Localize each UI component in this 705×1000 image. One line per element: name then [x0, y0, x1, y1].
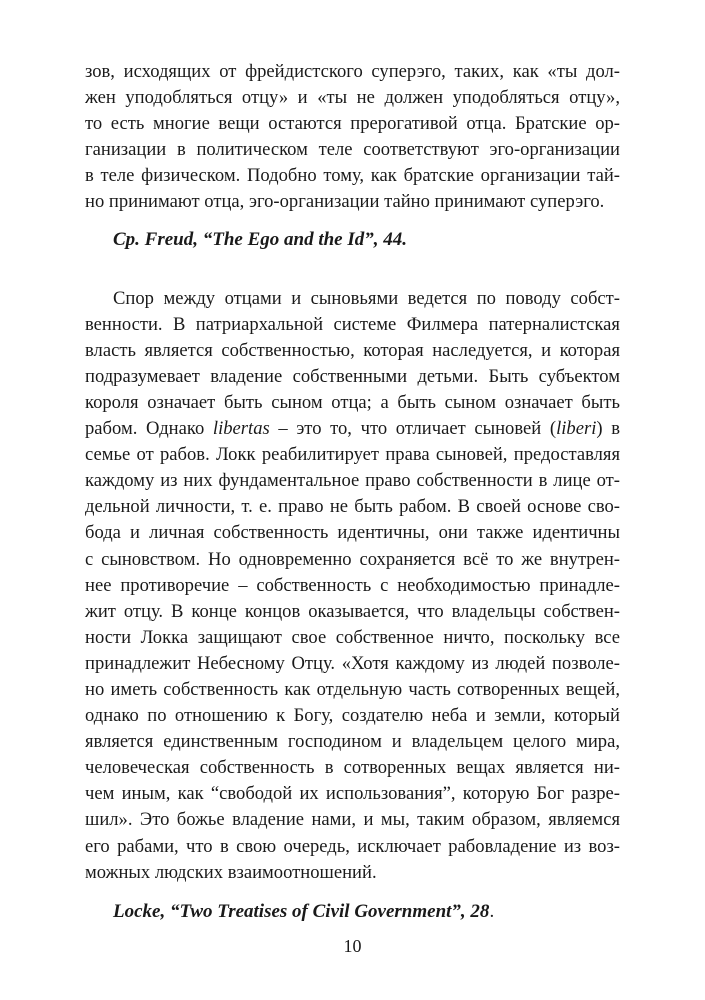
- text-line: принадлежит Небесному Отцу. «Хотя каждому из людей позволе-: [85, 652, 620, 674]
- text-line: семье от рабов. Локк реабилитирует права сыновей, предоставляя: [85, 444, 620, 466]
- text-line: человеческая собственность в сотворенных вещах является ни-: [85, 757, 620, 779]
- latin-term-libertas: libertas: [212, 418, 270, 440]
- paragraph-locke-property: [85, 286, 620, 886]
- text-line: короля означает быть сыном отца; а быть сыном означает быть: [85, 391, 620, 413]
- text-line: но иметь собственность как отдельную часть сотворенных вещей,: [85, 678, 620, 700]
- text-run: рабом. Однако: [85, 418, 213, 440]
- text-line: зов, исходящих от фрейдистского суперэго, таких, как «ты дол-: [85, 61, 620, 82]
- text-line: но принимают отца, эго-организации тайно принимают суперэго.: [85, 191, 605, 213]
- text-line: нее противоречие – собственность с необходимостью принадле-: [85, 574, 620, 596]
- citation-locke-period: .: [489, 900, 495, 922]
- text-line: чем иным, как “свободой их использования”, которую Бог разре-: [85, 783, 620, 805]
- text-run: – это то, что отличает сыновей (: [269, 418, 557, 440]
- text-line: каждому из них фундаментальное право собственности в лице от-: [85, 470, 620, 492]
- text-line: является единственным господином и владельцем целого мира,: [85, 731, 620, 753]
- citation-locke: [85, 899, 620, 925]
- text-line: [85, 416, 620, 442]
- text-line: дельной личности, т. е. право не быть рабом. В своей основе сво-: [85, 496, 620, 518]
- text-line: жен уподобляться отцу» и «ты не должен уподобляться отцу»,: [85, 87, 620, 109]
- page-number: 10: [343, 936, 362, 956]
- text-line: подразумевает владение собственными детьми. Быть субъектом: [85, 365, 620, 387]
- latin-term-liberi: liberi: [556, 418, 597, 440]
- text-line: венности. В патриархальной системе Филмера патерналистская: [85, 313, 620, 335]
- text-line: с сыновством. Но одновременно сохраняется всё то же внутрен-: [85, 548, 620, 570]
- text-line: жит отцу. В конце концов оказывается, что владельцы собствен-: [85, 600, 620, 622]
- text-run: ) в: [596, 418, 620, 440]
- citation-locke-text: Locke, “Two Treatises of Civil Government”, 28: [113, 900, 490, 922]
- text-line: однако по отношению к Богу, создателю неба и земли, который: [85, 705, 620, 727]
- text-line: ганизации в политическом теле соответствуют эго-организации: [85, 139, 620, 161]
- citation-freud: Cp. Freud, “The Ego and the Id”, 44.: [113, 228, 408, 250]
- paragraph-freud-context: [85, 59, 620, 216]
- text-line: в теле физическом. Подобно тому, как братские организации тай-: [85, 165, 620, 187]
- text-line: Спор между отцами и сыновьями ведется по поводу собст-: [113, 287, 620, 309]
- text-line: то есть многие вещи остаются прерогативой отца. Братские ор-: [85, 113, 620, 135]
- text-line: бода и личная собственность идентичны, они также идентичны: [85, 522, 620, 544]
- text-line: ности Локка защищают свое собственное ничто, поскольку все: [85, 626, 620, 648]
- text-line: власть является собственностью, которая наследуется, и которая: [85, 339, 620, 361]
- text-line: шил». Это божье владение нами, и мы, таким образом, являемся: [85, 809, 620, 831]
- text-line: его рабами, что в свою очередь, исключает рабовладение из воз-: [85, 835, 620, 857]
- text-line: можных людских взаимоотношений.: [85, 861, 377, 883]
